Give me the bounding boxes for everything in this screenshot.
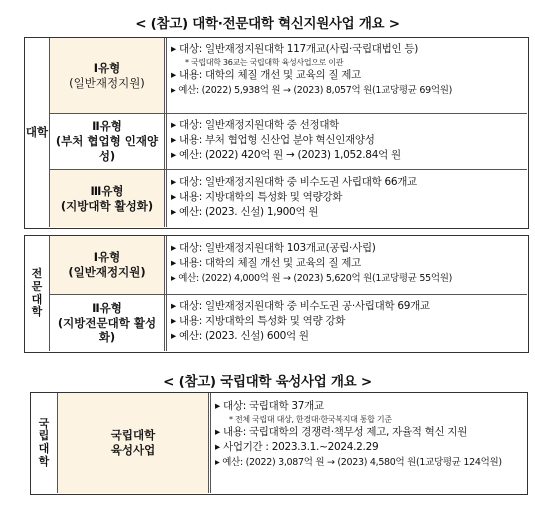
college-type-2-subtitle: (지방전문대학 활성화): [57, 315, 157, 345]
college-type-2: [50, 295, 164, 351]
detail-line: ▸ 예산: (2022) 4,000억 원 → (2023) 5,620억 원(1교당평균 55억원): [171, 273, 453, 284]
college-category-label: 전문대학: [31, 267, 43, 319]
univ-type-2-details: [171, 118, 526, 163]
univ-table: [24, 37, 529, 229]
detail-line: ▸ 예산: (2022) 420억 원 → (2023) 1,052.84억 원: [171, 149, 401, 161]
univ-type-2-subtitle: (부처 협업형 인재양성): [55, 134, 159, 163]
univ-type-3-subtitle: (지방대학 활성화): [60, 198, 154, 213]
college-type-1-details: [171, 241, 526, 286]
univ-category-label: 대학: [25, 124, 49, 139]
univ-type-3-title: Ⅲ유형: [90, 183, 124, 198]
national-univ-table: [30, 392, 528, 495]
national-univ-type: [58, 393, 208, 493]
detail-line: ▸ 내용: 지방대학의 특성화 및 역량 강화: [171, 315, 346, 327]
detail-line: ▸ 대상: 일반재정지원대학 중 비수도권 공·사립대학 69개교: [171, 300, 430, 312]
national-univ-details: [215, 399, 525, 470]
section2-heading: < (참고) 국립대학 육성사업 개요 >: [163, 374, 372, 390]
section1-heading: < (참고) 대학·전문대학 혁신지원사업 개요 >: [135, 16, 400, 32]
detail-line: ▸ 예산: (2022) 3,087억 원 → (2023) 4,580억 원(1교당평균 124억원): [215, 457, 502, 468]
univ-type-1: [50, 38, 164, 113]
college-table: [24, 235, 529, 353]
national-univ-category-label: 국립대학: [38, 416, 50, 468]
detail-line: ▸ 내용: 지방대학의 특성화 및 역량강화: [171, 191, 343, 203]
detail-line: ▸ 사업기간 : 2023.3.1.~2024.2.29: [215, 441, 379, 453]
detail-note: * 국립대학 36교는 국립대학 육성사업으로 이관: [185, 58, 344, 67]
detail-line: ▸ 대상: 일반재정지원대학 중 선정대학: [171, 119, 340, 131]
univ-type-1-title: Ⅰ유형: [93, 60, 121, 75]
detail-line: ▸ 내용: 대학의 체질 개선 및 교육의 질 제고: [171, 69, 361, 81]
detail-line: ▸ 예산: (2023. 신설) 600억 원: [171, 330, 309, 342]
college-type-1-title: Ⅰ유형: [93, 250, 121, 265]
national-univ-type-subtitle: 육성사업: [110, 443, 156, 457]
college-type-1-subtitle: (일반재정지원): [68, 265, 146, 279]
univ-type-2-title: Ⅱ유형: [92, 119, 122, 134]
college-type-1: [50, 236, 164, 294]
detail-line: ▸ 대상: 일반재정지원대학 중 비수도권 사립대학 66개교: [171, 176, 417, 188]
univ-type-2: [50, 114, 164, 169]
detail-line: ▸ 대상: 일반재정지원대학 103개교(공립·사립): [171, 242, 376, 254]
detail-line: ▸ 예산: (2023. 신설) 1,900억 원: [171, 206, 319, 218]
college-type-2-title: Ⅱ유형: [92, 300, 122, 315]
detail-line: ▸ 대상: 국립대학 37개교: [215, 400, 324, 412]
national-univ-type-title: 국립대학: [110, 428, 156, 443]
univ-type-1-details: [171, 42, 526, 98]
univ-type-1-subtitle: (일반재정지원): [69, 75, 145, 90]
detail-line: ▸ 내용: 부처 협업형 신산업 분야 혁신인재양성: [171, 134, 375, 146]
detail-line: ▸ 예산: (2022) 5,938억 원 → (2023) 8,057억 원(1교당평균 69억원): [171, 85, 453, 96]
college-type-2-details: [171, 299, 526, 344]
univ-type-3-details: [171, 175, 526, 220]
detail-note: * 전체 국립대 대상, 한경대·한국복지대 통합 기준: [229, 415, 392, 424]
univ-type-3: [50, 170, 164, 227]
detail-line: ▸ 대상: 일반재정지원대학 117개교(사립·국립대법인 등): [171, 43, 418, 55]
detail-line: ▸ 내용: 국립대학의 경쟁력·책무성 제고, 자율적 혁신 지원: [215, 426, 468, 438]
detail-line: ▸ 내용: 대학의 체질 개선 및 교육의 질 제고: [171, 257, 361, 269]
